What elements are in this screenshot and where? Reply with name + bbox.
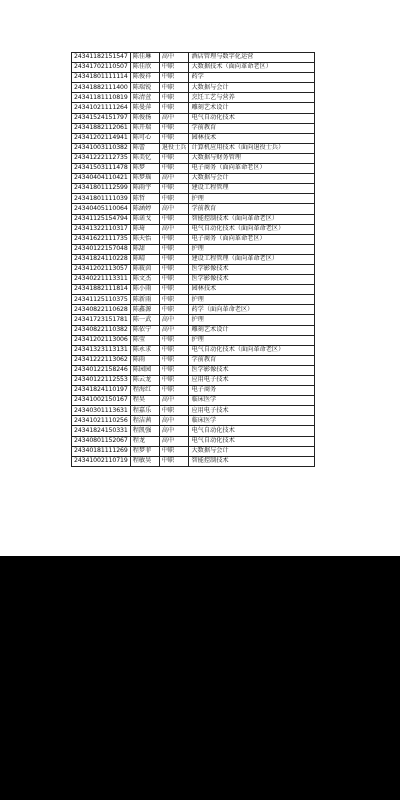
education-level-cell: 中职	[159, 83, 189, 93]
table-row	[72, 376, 315, 386]
education-level-cell: 中职	[159, 305, 189, 315]
education-level-cell: 中职	[159, 184, 189, 194]
table-row	[72, 53, 315, 63]
education-level-cell: 高中	[159, 224, 189, 234]
student-id-cell: 24341801111039	[72, 194, 131, 204]
education-level-cell: 高中	[159, 53, 189, 63]
major-cell: 电气自动化技术	[189, 436, 315, 446]
student-name-cell: 程洁茜	[130, 416, 159, 426]
education-level-cell: 中职	[159, 93, 189, 103]
major-cell: 学前教育	[189, 204, 315, 214]
table-row	[72, 275, 315, 285]
education-level-cell: 高中	[159, 204, 189, 214]
table-row	[72, 436, 315, 446]
table-row	[72, 184, 315, 194]
major-cell: 雕刻艺术设计	[189, 325, 315, 335]
education-level-cell: 中职	[159, 285, 189, 295]
education-level-cell: 中职	[159, 133, 189, 143]
education-level-cell: 中职	[159, 123, 189, 133]
major-cell: 电气自动化技术（面向革命老区）	[189, 345, 315, 355]
major-cell: 大数据与会计	[189, 446, 315, 456]
student-name-cell: 陈可心	[130, 133, 159, 143]
table-row	[72, 254, 315, 264]
student-name-cell: 陈诺戈	[130, 214, 159, 224]
student-id-cell: 24340822110382	[72, 325, 131, 335]
student-name-cell: 陈美忆	[130, 153, 159, 163]
student-id-cell: 24341801111114	[72, 73, 131, 83]
table-row	[72, 224, 315, 234]
education-level-cell: 中职	[159, 254, 189, 264]
student-name-cell: 陈梦	[130, 164, 159, 174]
student-id-cell: 24341202114941	[72, 133, 131, 143]
major-cell: 医学影像技术	[189, 275, 315, 285]
major-cell: 建设工程管理	[189, 184, 315, 194]
education-level-cell: 中职	[159, 376, 189, 386]
student-name-cell: 陈梦瑶	[130, 174, 159, 184]
education-level-cell: 中职	[159, 406, 189, 416]
student-name-cell: 陈开瑞	[130, 123, 159, 133]
student-id-cell: 24341882112061	[72, 123, 131, 133]
table-row	[72, 406, 315, 416]
student-name-cell: 陈莹	[130, 335, 159, 345]
education-level-cell: 高中	[159, 416, 189, 426]
table-row	[72, 365, 315, 375]
table-row	[72, 295, 315, 305]
education-level-cell: 高中	[159, 174, 189, 184]
roster-body	[72, 53, 315, 467]
student-id-cell: 24341222113062	[72, 355, 131, 365]
student-id-cell: 24341002110719	[72, 456, 131, 466]
major-cell: 应用电子技术	[189, 406, 315, 416]
table-row	[72, 446, 315, 456]
major-cell: 护理	[189, 315, 315, 325]
education-level-cell: 中职	[159, 365, 189, 375]
table-row	[72, 194, 315, 204]
major-cell: 大数据与财务管理	[189, 153, 315, 163]
major-cell: 医学影像技术	[189, 264, 315, 274]
student-id-cell: 24341723151781	[72, 315, 131, 325]
student-id-cell: 24341182151547	[72, 53, 131, 63]
student-name-cell: 陈一武	[130, 315, 159, 325]
education-level-cell: 中职	[159, 244, 189, 254]
table-row	[72, 386, 315, 396]
student-id-cell: 24341125154794	[72, 214, 131, 224]
student-name-cell: 陈佳欣	[130, 63, 159, 73]
student-id-cell: 24340405110064	[72, 204, 131, 214]
student-name-cell: 陈文杰	[130, 275, 159, 285]
table-row	[72, 456, 315, 466]
student-name-cell: 陈园园	[130, 365, 159, 375]
major-cell: 智能控制技术（面向革命老区）	[189, 214, 315, 224]
major-cell: 园林技术	[189, 285, 315, 295]
table-row	[72, 153, 315, 163]
education-level-cell: 中职	[159, 234, 189, 244]
major-cell: 电气自动化技术（面向革命老区）	[189, 224, 315, 234]
student-id-cell: 24341181110819	[72, 93, 131, 103]
table-row	[72, 426, 315, 436]
table-row	[72, 416, 315, 426]
student-name-cell: 陈哲	[130, 194, 159, 204]
education-level-cell: 中职	[159, 275, 189, 285]
student-id-cell: 24341202113057	[72, 264, 131, 274]
table-row	[72, 93, 315, 103]
education-level-cell: 高中	[159, 396, 189, 406]
education-level-cell: 中职	[159, 194, 189, 204]
student-id-cell: 24340122112553	[72, 376, 131, 386]
student-id-cell: 24341503111478	[72, 164, 131, 174]
student-name-cell: 程梦菲	[130, 446, 159, 456]
student-id-cell: 24341222112735	[72, 153, 131, 163]
major-cell: 药学（面向革命老区）	[189, 305, 315, 315]
education-level-cell: 中职	[159, 153, 189, 163]
student-id-cell: 24341524151797	[72, 113, 131, 123]
major-cell: 护理	[189, 335, 315, 345]
student-id-cell: 24341021110256	[72, 416, 131, 426]
table-row	[72, 285, 315, 295]
education-level-cell: 中职	[159, 446, 189, 456]
student-name-cell: 程昊	[130, 396, 159, 406]
student-name-cell: 程凯强	[130, 426, 159, 436]
student-name-cell: 陈涵婷	[130, 204, 159, 214]
education-level-cell: 高中	[159, 325, 189, 335]
table-row	[72, 244, 315, 254]
student-name-cell: 陈俊祥	[130, 73, 159, 83]
student-name-cell: 陈甜	[130, 244, 159, 254]
table-row	[72, 73, 315, 83]
student-id-cell: 24341824110197	[72, 386, 131, 396]
major-cell: 护理	[189, 194, 315, 204]
student-name-cell: 陈云龙	[130, 376, 159, 386]
student-id-cell: 24341882111400	[72, 83, 131, 93]
student-name-cell: 陈俊扬	[130, 113, 159, 123]
table-row	[72, 63, 315, 73]
education-level-cell: 中职	[159, 345, 189, 355]
student-id-cell: 24340801152067	[72, 436, 131, 446]
student-id-cell: 24341003110382	[72, 143, 131, 153]
major-cell: 大数据与会计	[189, 83, 315, 93]
major-cell: 烹饪工艺与营养	[189, 93, 315, 103]
table-row	[72, 214, 315, 224]
table-row	[72, 355, 315, 365]
student-id-cell: 24341824110228	[72, 254, 131, 264]
major-cell: 大数据技术（面向革命老区）	[189, 63, 315, 73]
major-cell: 医学影像技术	[189, 365, 315, 375]
education-level-cell: 高中	[159, 436, 189, 446]
major-cell: 智能控制技术	[189, 456, 315, 466]
major-cell: 应用电子技术	[189, 376, 315, 386]
table-row	[72, 133, 315, 143]
student-id-cell: 24341002150167	[72, 396, 131, 406]
major-cell: 电子商务（面向革命老区）	[189, 164, 315, 174]
education-level-cell: 中职	[159, 355, 189, 365]
student-name-cell: 陈永求	[130, 345, 159, 355]
major-cell: 电气自动化技术	[189, 426, 315, 436]
student-name-cell: 陈新雨	[130, 295, 159, 305]
education-level-cell: 中职	[159, 63, 189, 73]
student-name-cell: 陈雨	[130, 355, 159, 365]
student-name-cell: 程嘉乐	[130, 406, 159, 416]
student-id-cell: 24341323113131	[72, 345, 131, 355]
table-row	[72, 396, 315, 406]
table-row	[72, 103, 315, 113]
table-row	[72, 264, 315, 274]
table-row	[72, 234, 315, 244]
major-cell: 学前教育	[189, 123, 315, 133]
student-id-cell: 24340404110421	[72, 174, 131, 184]
education-level-cell: 中职	[159, 164, 189, 174]
table-row	[72, 174, 315, 184]
student-id-cell: 24341882111814	[72, 285, 131, 295]
table-row	[72, 315, 315, 325]
student-id-cell: 24340122157048	[72, 244, 131, 254]
education-level-cell: 中职	[159, 456, 189, 466]
table-row	[72, 123, 315, 133]
student-id-cell: 24340822110628	[72, 305, 131, 315]
major-cell: 临床医学	[189, 396, 315, 406]
table-row	[72, 83, 315, 93]
major-cell: 雕刻艺术设计	[189, 103, 315, 113]
education-level-cell: 中职	[159, 214, 189, 224]
major-cell: 计算机应用技术（面向退役士兵）	[189, 143, 315, 153]
education-level-cell: 高中	[159, 426, 189, 436]
student-id-cell: 24341622111735	[72, 234, 131, 244]
student-name-cell: 陈瑞锐	[130, 83, 159, 93]
student-name-cell: 程敏昊	[130, 456, 159, 466]
table-row	[72, 143, 315, 153]
student-name-cell: 陈小雨	[130, 285, 159, 295]
major-cell: 临床医学	[189, 416, 315, 426]
table-row	[72, 204, 315, 214]
student-name-cell: 陈天怡	[130, 234, 159, 244]
major-cell: 护理	[189, 295, 315, 305]
education-level-cell: 高中	[159, 315, 189, 325]
empty-dark-area	[0, 556, 400, 800]
student-id-cell: 24341824150331	[72, 426, 131, 436]
student-name-cell: 陈依宁	[130, 325, 159, 335]
table-row	[72, 113, 315, 123]
major-cell: 大数据与会计	[189, 174, 315, 184]
education-level-cell: 中职	[159, 73, 189, 83]
table-row	[72, 325, 315, 335]
education-level-cell: 中职	[159, 386, 189, 396]
education-level-cell: 中职	[159, 295, 189, 305]
education-level-cell: 中职	[159, 103, 189, 113]
major-cell: 园林技术	[189, 133, 315, 143]
student-id-cell: 24341021111264	[72, 103, 131, 113]
student-id-cell: 24341322110317	[72, 224, 131, 234]
major-cell: 酒店管理与数字化运营	[189, 53, 315, 63]
education-level-cell: 中职	[159, 335, 189, 345]
education-level-cell: 中职	[159, 264, 189, 274]
major-cell: 建设工程管理（面向革命老区）	[189, 254, 315, 264]
major-cell: 电子商务（面向革命老区）	[189, 234, 315, 244]
student-id-cell: 24341125110375	[72, 295, 131, 305]
table-row	[72, 345, 315, 355]
table-row	[72, 164, 315, 174]
major-cell: 电气自动化技术	[189, 113, 315, 123]
student-id-cell: 24340301113631	[72, 406, 131, 416]
education-level-cell: 退役士兵	[159, 143, 189, 153]
student-id-cell: 24341801112599	[72, 184, 131, 194]
major-cell: 药学	[189, 73, 315, 83]
major-cell: 电子商务	[189, 386, 315, 396]
student-name-cell: 陈雨宇	[130, 184, 159, 194]
student-name-cell: 陈曼萍	[130, 103, 159, 113]
student-name-cell: 陈鑫源	[130, 305, 159, 315]
table-row	[72, 335, 315, 345]
student-name-cell: 陈琦	[130, 224, 159, 234]
student-id-cell: 24340122158246	[72, 365, 131, 375]
student-id-cell: 24340221113311	[72, 275, 131, 285]
student-id-cell: 24341202113006	[72, 335, 131, 345]
major-cell: 护理	[189, 244, 315, 254]
table-row	[72, 305, 315, 315]
student-id-cell: 24341702110507	[72, 63, 131, 73]
student-name-cell: 陈筱茵	[130, 264, 159, 274]
student-roster-table	[71, 52, 315, 467]
student-name-cell: 陈佳琳	[130, 53, 159, 63]
student-name-cell: 程龙	[130, 436, 159, 446]
student-name-cell: 陈晴	[130, 254, 159, 264]
major-cell: 学前教育	[189, 355, 315, 365]
student-name-cell: 陈清萱	[130, 93, 159, 103]
education-level-cell: 高中	[159, 113, 189, 123]
student-name-cell: 程海红	[130, 386, 159, 396]
student-id-cell: 24340181111269	[72, 446, 131, 456]
student-name-cell: 陈蕾	[130, 143, 159, 153]
